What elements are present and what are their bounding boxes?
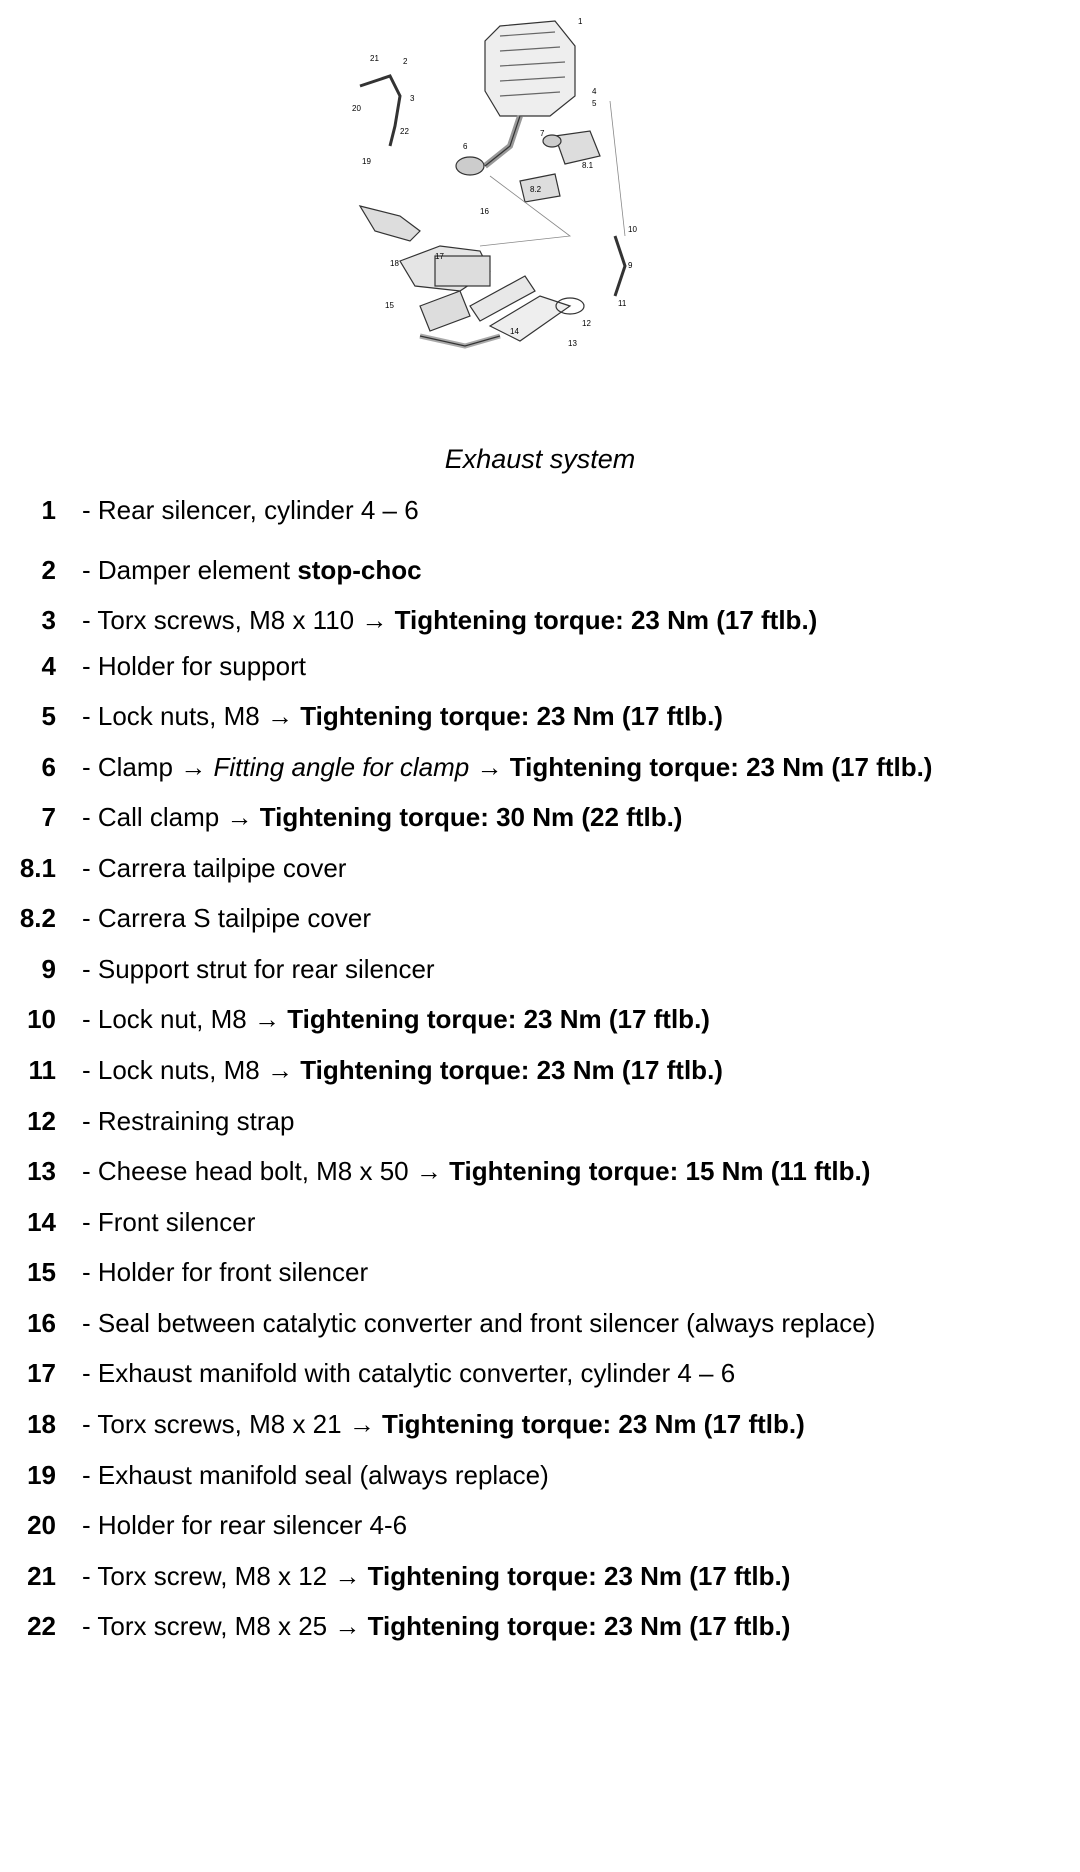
arrow-icon: → (334, 1561, 368, 1591)
callout-8-1: 8.1 (582, 161, 594, 170)
item-description (82, 490, 419, 530)
callout-18: 18 (390, 259, 399, 268)
item-description (82, 848, 346, 888)
item-torque-spec: Tightening torque: 23 Nm (17 ftlb.) (367, 1611, 791, 1641)
item-number: 3 (41, 605, 56, 635)
item-description (82, 1151, 870, 1191)
item-number: 2 (41, 555, 56, 585)
item-number: 11 (28, 1055, 56, 1085)
item-description (82, 1505, 407, 1545)
item-text: - Lock nut, M8 (82, 1004, 254, 1034)
callout-6: 6 (463, 142, 468, 151)
item-text: - Seal between catalytic converter and front silencer (always replace) (82, 1308, 876, 1338)
item-number: 19 (27, 1460, 56, 1490)
item-description (82, 747, 932, 787)
item-number: 8.1 (19, 853, 56, 883)
item-text: - Torx screws, M8 x 21 (82, 1409, 349, 1439)
item-torque-spec: Tightening torque: 23 Nm (17 ftlb.) (300, 1055, 723, 1085)
arrow-icon: → (253, 1004, 288, 1034)
callout-22: 22 (400, 127, 409, 136)
item-description (82, 1353, 735, 1393)
arrow-icon: → (266, 1055, 301, 1085)
item-number: 16 (27, 1308, 56, 1338)
item-description (82, 1050, 723, 1090)
exhaust-system-diagram (352, 6, 740, 426)
item-description (82, 1252, 368, 1292)
callout-4: 4 (592, 87, 597, 96)
callout-15: 15 (385, 301, 394, 310)
item-text: - Carrera tailpipe cover (82, 853, 347, 883)
item-number: 14 (27, 1207, 56, 1237)
item-text: - Damper element (82, 555, 298, 585)
item-description (82, 898, 371, 938)
item-text: - Holder for rear silencer 4-6 (82, 1510, 408, 1540)
item-number: 22 (27, 1611, 56, 1641)
figure-caption: Exhaust system (444, 444, 636, 474)
callout-1: 1 (578, 17, 583, 26)
item-text: - Call clamp (82, 802, 227, 832)
callout-20: 20 (352, 104, 361, 113)
arrow-icon: → (361, 605, 395, 635)
item-description (82, 600, 817, 640)
arrow-icon: → (226, 802, 260, 832)
item-number: 5 (41, 701, 56, 731)
item-torque-spec: Tightening torque: 23 Nm (17 ftlb.) (509, 752, 933, 782)
tailpipe-cover-drawing (555, 131, 600, 164)
item-text: - Front silencer (82, 1207, 256, 1237)
item-torque-spec: Tightening torque: 23 Nm (17 ftlb.) (367, 1561, 791, 1591)
callout-14: 14 (510, 327, 519, 336)
callout-3: 3 (410, 94, 415, 103)
arrow-icon: → (415, 1156, 450, 1186)
arrow-icon: → (266, 701, 301, 731)
arrow-icon: → (348, 1409, 383, 1439)
item-torque-spec: Tightening torque: 23 Nm (17 ftlb.) (394, 605, 818, 635)
item-description (82, 1556, 790, 1596)
callout-9: 9 (628, 261, 633, 270)
item-description (82, 797, 682, 837)
item-text: - Exhaust manifold with catalytic converter, cylinder 4 – 6 (82, 1358, 736, 1388)
callout-8-2: 8.2 (530, 185, 542, 194)
item-torque-spec: stop-choc (297, 555, 422, 585)
callout-19: 19 (362, 157, 371, 166)
item-number: 13 (27, 1156, 56, 1186)
item-torque-spec: Tightening torque: 15 Nm (11 ftlb.) (449, 1156, 871, 1186)
item-text: - Holder for front silencer (82, 1257, 369, 1287)
item-text: - Rear silencer, cylinder 4 – 6 (82, 495, 419, 525)
item-description (82, 1202, 255, 1242)
callout-7: 7 (540, 129, 545, 138)
item-number: 9 (41, 954, 56, 984)
item-reference-link[interactable]: Fitting angle for clamp (213, 752, 470, 782)
item-description (82, 1303, 875, 1343)
item-text: - Torx screw, M8 x 25 (82, 1611, 335, 1641)
callout-13: 13 (568, 339, 577, 348)
item-number: 20 (27, 1510, 56, 1540)
item-number: 4 (41, 651, 56, 681)
item-text: - Restraining strap (82, 1106, 295, 1136)
item-description (82, 1101, 294, 1141)
arrow-icon: → (334, 1611, 368, 1641)
item-text: - Exhaust manifold seal (always replace) (82, 1460, 549, 1490)
item-number: 10 (27, 1004, 56, 1034)
item-text: - Lock nuts, M8 (82, 701, 267, 731)
callout-11: 11 (618, 299, 627, 308)
callout-16: 16 (480, 207, 489, 216)
item-number: 15 (27, 1257, 56, 1287)
item-description (82, 696, 723, 736)
item-description (82, 1606, 790, 1646)
item-torque-spec: Tightening torque: 23 Nm (17 ftlb.) (300, 701, 723, 731)
item-description (82, 1455, 549, 1495)
arrow-icon: → (469, 752, 510, 782)
item-torque-spec: Tightening torque: 23 Nm (17 ftlb.) (382, 1409, 805, 1439)
callout-2: 2 (403, 57, 408, 66)
item-number: 6 (41, 752, 56, 782)
callout-17: 17 (435, 252, 444, 261)
item-description (82, 550, 422, 590)
item-number: 17 (27, 1358, 56, 1388)
item-description (82, 646, 306, 686)
item-text: - Holder for support (82, 651, 306, 681)
item-number: 7 (41, 802, 56, 832)
item-text: - Clamp → (82, 752, 214, 782)
callout-10: 10 (628, 225, 637, 234)
manifold-drawing (360, 206, 490, 291)
item-text: - Lock nuts, M8 (82, 1055, 267, 1085)
item-number: 21 (27, 1561, 56, 1591)
item-description (82, 1404, 805, 1444)
item-number: 12 (27, 1106, 56, 1136)
item-text: - Support strut for rear silencer (82, 954, 435, 984)
item-text: - Torx screw, M8 x 12 (82, 1561, 335, 1591)
item-number: 18 (27, 1409, 56, 1439)
callout-12: 12 (582, 319, 591, 328)
item-description (82, 999, 710, 1039)
callout-5: 5 (592, 99, 597, 108)
item-torque-spec: Tightening torque: 23 Nm (17 ftlb.) (287, 1004, 710, 1034)
item-text: - Cheese head bolt, M8 x 50 (82, 1156, 416, 1186)
item-text: - Carrera S tailpipe cover (82, 903, 371, 933)
item-text: - Torx screws, M8 x 110 (82, 605, 362, 635)
item-number: 8.2 (19, 903, 56, 933)
item-number: 1 (41, 495, 56, 525)
item-description (82, 949, 435, 989)
callout-21: 21 (370, 54, 379, 63)
item-torque-spec: Tightening torque: 30 Nm (22 ftlb.) (259, 802, 683, 832)
